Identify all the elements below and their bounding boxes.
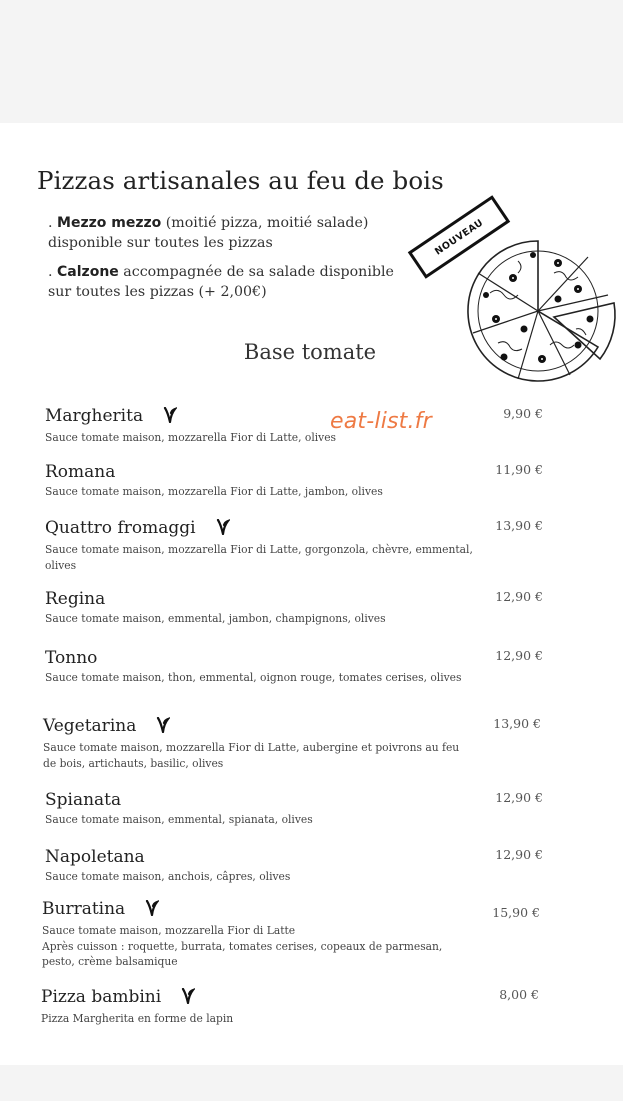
pizza-illustration bbox=[458, 233, 618, 393]
item-description bbox=[45, 542, 475, 573]
leaf-sprout-icon bbox=[145, 900, 159, 921]
leaf-sprout-icon bbox=[163, 407, 177, 428]
note-calzone-rest: accompagnée de sa salade disponible bbox=[118, 264, 394, 280]
item-name-text: Quattro fromaggi bbox=[45, 518, 196, 538]
menu-item bbox=[45, 648, 585, 686]
item-description bbox=[45, 869, 475, 885]
item-description-line: Sauce tomate maison, mozzarella Fior di Latte, olives bbox=[45, 431, 337, 444]
item-description bbox=[45, 611, 475, 627]
item-price: 12,90 € bbox=[495, 847, 543, 862]
item-description-line: Sauce tomate maison, mozzarella Fior di Latte, gorgonzola, chèvre, emmental, olives bbox=[45, 543, 473, 572]
note-mezzo-mezzo-line2: disponible sur toutes les pizzas bbox=[48, 235, 273, 251]
item-description-line: Sauce tomate maison, anchois, câpres, olives bbox=[45, 870, 291, 883]
item-price: 9,90 € bbox=[503, 406, 543, 421]
item-name-text: Tonno bbox=[45, 648, 98, 668]
menu-item bbox=[45, 462, 585, 500]
nouveau-stamp: NOUVEAU bbox=[408, 195, 510, 279]
item-description-line: Sauce tomate maison, mozzarella Fior di Latte, aubergine et poivrons au feu de bois, artichauts, basilic, olives bbox=[43, 741, 460, 770]
menu-item bbox=[45, 406, 585, 446]
item-description-line: Sauce tomate maison, mozzarella Fior di Latte bbox=[42, 924, 296, 937]
leaf-sprout-icon bbox=[216, 519, 230, 540]
menu-item bbox=[45, 518, 585, 573]
item-description bbox=[42, 923, 472, 970]
item-name-text: Regina bbox=[45, 589, 106, 609]
item-price: 13,90 € bbox=[495, 518, 543, 533]
item-description bbox=[43, 740, 473, 771]
item-name-text: Vegetarina bbox=[43, 716, 137, 736]
menu-item bbox=[43, 716, 583, 771]
item-price: 8,00 € bbox=[499, 987, 539, 1002]
menu-item bbox=[42, 899, 582, 970]
item-price: 13,90 € bbox=[493, 716, 541, 731]
menu-item bbox=[41, 987, 581, 1027]
item-description-line: Après cuisson : roquette, burrata, tomates cerises, copeaux de parmesan, pesto, crème balsamique bbox=[42, 939, 443, 968]
menu-item bbox=[45, 589, 585, 627]
menu-item bbox=[45, 790, 585, 828]
item-name-text: Spianata bbox=[45, 790, 122, 810]
item-description-line: Sauce tomate maison, mozzarella Fior di Latte, jambon, olives bbox=[45, 485, 383, 498]
item-description-line: Sauce tomate maison, thon, emmental, oignon rouge, tomates cerises, olives bbox=[45, 671, 462, 684]
leaf-sprout-icon bbox=[156, 717, 170, 738]
item-price: 12,90 € bbox=[495, 790, 543, 805]
bottom-band bbox=[0, 1065, 623, 1101]
item-description-line: Sauce tomate maison, emmental, jambon, champignons, olives bbox=[45, 612, 386, 625]
item-description bbox=[45, 484, 475, 500]
watermark: eat-list.fr bbox=[330, 409, 432, 434]
section-title: Base tomate bbox=[243, 340, 377, 364]
item-description bbox=[45, 812, 475, 828]
menu-item bbox=[45, 847, 585, 885]
item-price: 11,90 € bbox=[495, 462, 543, 477]
item-price: 15,90 € bbox=[492, 905, 540, 920]
item-name-text: Romana bbox=[45, 462, 116, 482]
note-mezzo-mezzo-rest: (moitié pizza, moitié salade) bbox=[161, 215, 369, 231]
item-name-text: Burratina bbox=[42, 899, 126, 919]
item-name-text: Napoletana bbox=[45, 847, 145, 867]
leaf-sprout-icon bbox=[181, 988, 195, 1009]
item-name-text: Margherita bbox=[45, 406, 144, 426]
item-price: 12,90 € bbox=[495, 648, 543, 663]
item-price: 12,90 € bbox=[495, 589, 543, 604]
note-mezzo-mezzo-bold: Mezzo mezzo bbox=[57, 215, 162, 231]
note-calzone: . Calzone accompagnée de sa salade disponible sur toutes les pizzas (+ 2,00€) bbox=[48, 264, 394, 300]
menu-page bbox=[0, 123, 623, 1065]
item-description bbox=[45, 670, 475, 686]
note-calzone-bold: Calzone bbox=[57, 264, 119, 280]
item-description-line: Sauce tomate maison, emmental, spianata, olives bbox=[45, 813, 313, 826]
menu-title: Pizzas artisanales au feu de bois bbox=[37, 166, 444, 195]
note-mezzo-mezzo: . Mezzo mezzo (moitié pizza, moitié salade) disponible sur toutes les pizzas bbox=[48, 215, 369, 251]
item-name-text: Pizza bambini bbox=[41, 987, 162, 1007]
item-description-line: Pizza Margherita en forme de lapin bbox=[41, 1012, 234, 1025]
item-description bbox=[41, 1011, 471, 1027]
note-calzone-line2: sur toutes les pizzas (+ 2,00€) bbox=[48, 284, 267, 300]
